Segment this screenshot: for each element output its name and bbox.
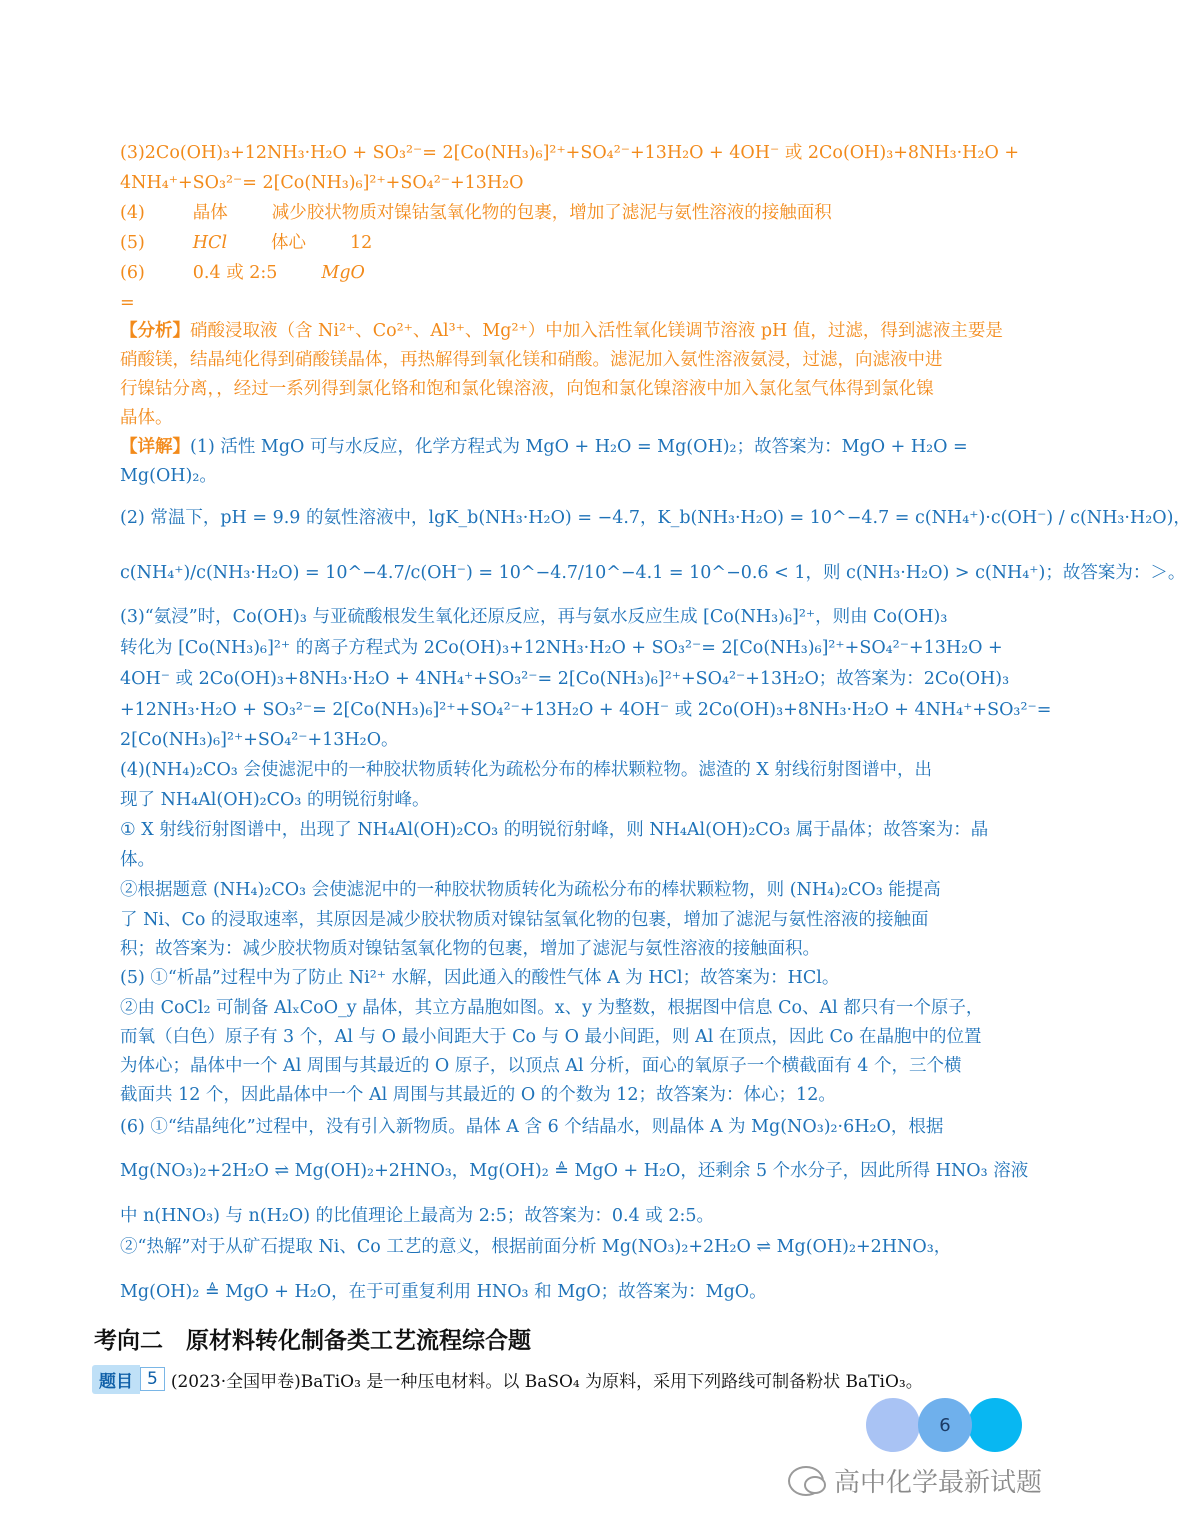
answer-6-value1: 0.4 或 2:5 [192, 263, 278, 283]
answer-5-number: (5) [120, 233, 145, 253]
detail-line1 [120, 432, 1000, 462]
answer-6-number: (6) [120, 263, 145, 283]
detail-line12: ① X 射线衍射图谱中，出现了 NH₄Al(OH)₂CO₃ 的明锐衍射峰，则 NH₄Al(OH)₂CO₃ 属于晶体；故答案为：晶 [120, 820, 989, 840]
detail-line11: 现了 NH₄Al(OH)₂CO₃ 的明锐衍射峰。 [120, 790, 430, 810]
detail-line13: 体。 [120, 850, 155, 870]
analysis-text1: 硝酸浸取液（含 Ni²⁺、Co²⁺、Al³⁺、Mg²⁺）中加入活性氧化镁调节溶液 pH 值，过滤，得到滤液主要是 [190, 321, 1003, 341]
detail-line26: Mg(OH)₂ ≜ MgO + H₂O，在于可重复利用 HNO₃ 和 MgO；故答案为：MgO。 [120, 1282, 767, 1302]
answer-6-equals: = [120, 293, 135, 313]
question-number: 5 [140, 1367, 165, 1391]
analysis-line1 [120, 316, 1003, 346]
answer-3-line1: (3)2Co(OH)₃+12NH₃·H₂O + SO₃²⁻= 2[Co(NH₃)₆]²⁺+SO₄²⁻+13H₂O + 4OH⁻ 或 2Co(OH)₃+8NH₃·H₂O + [120, 143, 1020, 163]
analysis-line2: 硝酸镁，结晶纯化得到硝酸镁晶体，再热解得到氧化镁和硝酸。滤泥加入氨性溶液氨浸，过滤，向滤液中进 [120, 350, 943, 370]
detail-line20: 为体心；晶体中一个 Al 周围与其最近的 O 原子，以顶点 Al 分析，面心的氧原子一个横截面有 4 个，三个横 [120, 1056, 962, 1076]
detail-line4: c(NH₄⁺)/c(NH₃·H₂O) = 10^−4.7/c(OH⁻) = 10^−4.7/10^−4.1 = 10^−0.6 < 1，则 c(NH₃·H₂O) > c(NH₄⁺)；故答案为：＞。 [120, 563, 1186, 583]
wechat-icon [788, 1466, 824, 1496]
detail-line5: (3)“氨浸”时，Co(OH)₃ 与亚硫酸根发生氧化还原反应，再与氨水反应生成 [Co(NH₃)₆]²⁺，则由 Co(OH)₃ [120, 607, 948, 627]
detail-line15: 了 Ni、Co 的浸取速率，其原因是减少胶状物质对镍钴氢氧化物的包裹，增加了滤泥与氨性溶液的接触面 [120, 910, 929, 930]
analysis-line3: 行镍钴分离，，经过一系列得到氯化铬和饱和氯化镍溶液，向饱和氯化镍溶液中加入氯化氢气体得到氯化镍 [120, 379, 934, 399]
answer-5-value1: HCl [192, 233, 228, 253]
detail-line24: 中 n(HNO₃) 与 n(H₂O) 的比值理论上最高为 2:5；故答案为：0.4 或 2:5。 [120, 1206, 715, 1226]
analysis-tag: 【分析】 [120, 321, 190, 341]
detail-text1: (1) 活性 MgO 可与水反应，化学方程式为 MgO + H₂O = Mg(OH)₂；故答案为：MgO + H₂O = [190, 437, 968, 457]
question-text: (2023·全国甲卷)BaTiO₃ 是一种压电材料。以 BaSO₄ 为原料，采用下列路线可制备粉状 BaTiO₃。 [170, 1371, 923, 1392]
question-label: 题目 [92, 1365, 140, 1394]
detail-line2: Mg(OH)₂。 [120, 466, 217, 486]
detail-line16: 积；故答案为：减少胶状物质对镍钴氢氧化物的包裹，增加了滤泥与氨性溶液的接触面积。 [120, 939, 820, 959]
answer-3-line2: 4NH₄⁺+SO₃²⁻= 2[Co(NH₃)₆]²⁺+SO₄²⁻+13H₂O [120, 173, 524, 193]
answer-5 [120, 228, 1000, 258]
detail-line17: (5) ①“析晶”过程中为了防止 Ni²⁺ 水解，因此通入的酸性气体 A 为 HCl；故答案为：HCl。 [120, 968, 840, 988]
decor-circle-right [968, 1398, 1022, 1452]
detail-line14: ②根据题意 (NH₄)₂CO₃ 会使滤泥中的一种胶状物质转化为疏松分布的棒状颗粒物，则 (NH₄)₂CO₃ 能提高 [120, 880, 941, 900]
detail-line6: 转化为 [Co(NH₃)₆]²⁺ 的离子方程式为 2Co(OH)₃+12NH₃·H₂O + SO₃²⁻= 2[Co(NH₃)₆]²⁺+SO₄²⁻+13H₂O + [120, 638, 1003, 658]
detail-line7: 4OH⁻ 或 2Co(OH)₃+8NH₃·H₂O + 4NH₄⁺+SO₃²⁻= 2[Co(NH₃)₆]²⁺+SO₄²⁻+13H₂O；故答案为：2Co(OH)₃ [120, 669, 1010, 689]
answer-4 [120, 198, 1000, 228]
detail-line18: ②由 CoCl₂ 可制备 AlₓCoO_y 晶体，其立方晶胞如图。x、y 为整数，根据图中信息 Co、Al 都只有一个原子， [120, 998, 984, 1018]
answer-4-value1: 晶体 [192, 203, 228, 223]
detail-line22: (6) ①“结晶纯化”过程中，没有引入新物质。晶体 A 含 6 个结晶水，则晶体 A 为 Mg(NO₃)₂·6H₂O，根据 [120, 1117, 944, 1137]
detail-line3: (2) 常温下，pH = 9.9 的氨性溶液中，lgK_b(NH₃·H₂O) = −4.7，K_b(NH₃·H₂O) = 10^−4.7 = c(NH₄⁺)·c(OH⁻) / c(NH₃·H₂O)， [120, 508, 1191, 528]
answer-6-value2: MgO [321, 263, 365, 283]
analysis-line4: 晶体。 [120, 408, 173, 428]
answer-5-value2: 体心 [271, 233, 307, 253]
answer-5-value3: 12 [350, 233, 373, 253]
detail-line21: 截面共 12 个，因此晶体中一个 Al 周围与其最近的 O 的个数为 12；故答案为：体心；12。 [120, 1085, 836, 1105]
detail-tag: 【详解】 [120, 437, 190, 457]
answer-4-value2: 减少胶状物质对镍钴氢氧化物的包裹，增加了滤泥与氨性溶液的接触面积 [271, 203, 832, 223]
answer-4-number: (4) [120, 203, 145, 223]
watermark [788, 1462, 1042, 1499]
detail-line8: +12NH₃·H₂O + SO₃²⁻= 2[Co(NH₃)₆]²⁺+SO₄²⁻+13H₂O + 4OH⁻ 或 2Co(OH)₃+8NH₃·H₂O + 4NH₄⁺+SO₃²⁻= [120, 700, 1052, 720]
detail-line25: ②“热解”对于从矿石提取 Ni、Co 工艺的意义，根据前面分析 Mg(NO₃)₂+2H₂O ⇌ Mg(OH)₂+2HNO₃， [120, 1237, 952, 1257]
decor-circle-left [866, 1398, 920, 1452]
section-title: 考向二 原材料转化制备类工艺流程综合题 [94, 1328, 531, 1354]
answer-6 [120, 258, 1000, 288]
detail-line10: (4)(NH₄)₂CO₃ 会使滤泥中的一种胶状物质转化为疏松分布的棒状颗粒物。滤渣的 X 射线衍射图谱中，出 [120, 760, 932, 780]
watermark-text: 高中化学最新试题 [834, 1468, 1043, 1498]
detail-line19: 而氧（白色）原子有 3 个，Al 与 O 最小间距大于 Co 与 O 最小间距，则 Al 在顶点，因此 Co 在晶胞中的位置 [120, 1027, 982, 1047]
question-line [92, 1364, 923, 1394]
page-number: 6 [918, 1398, 972, 1452]
detail-line23: Mg(NO₃)₂+2H₂O ⇌ Mg(OH)₂+2HNO₃，Mg(OH)₂ ≜ MgO + H₂O，还剩余 5 个水分子，因此所得 HNO₃ 溶液 [120, 1161, 1029, 1181]
detail-line9: 2[Co(NH₃)₆]²⁺+SO₄²⁻+13H₂O。 [120, 730, 399, 750]
